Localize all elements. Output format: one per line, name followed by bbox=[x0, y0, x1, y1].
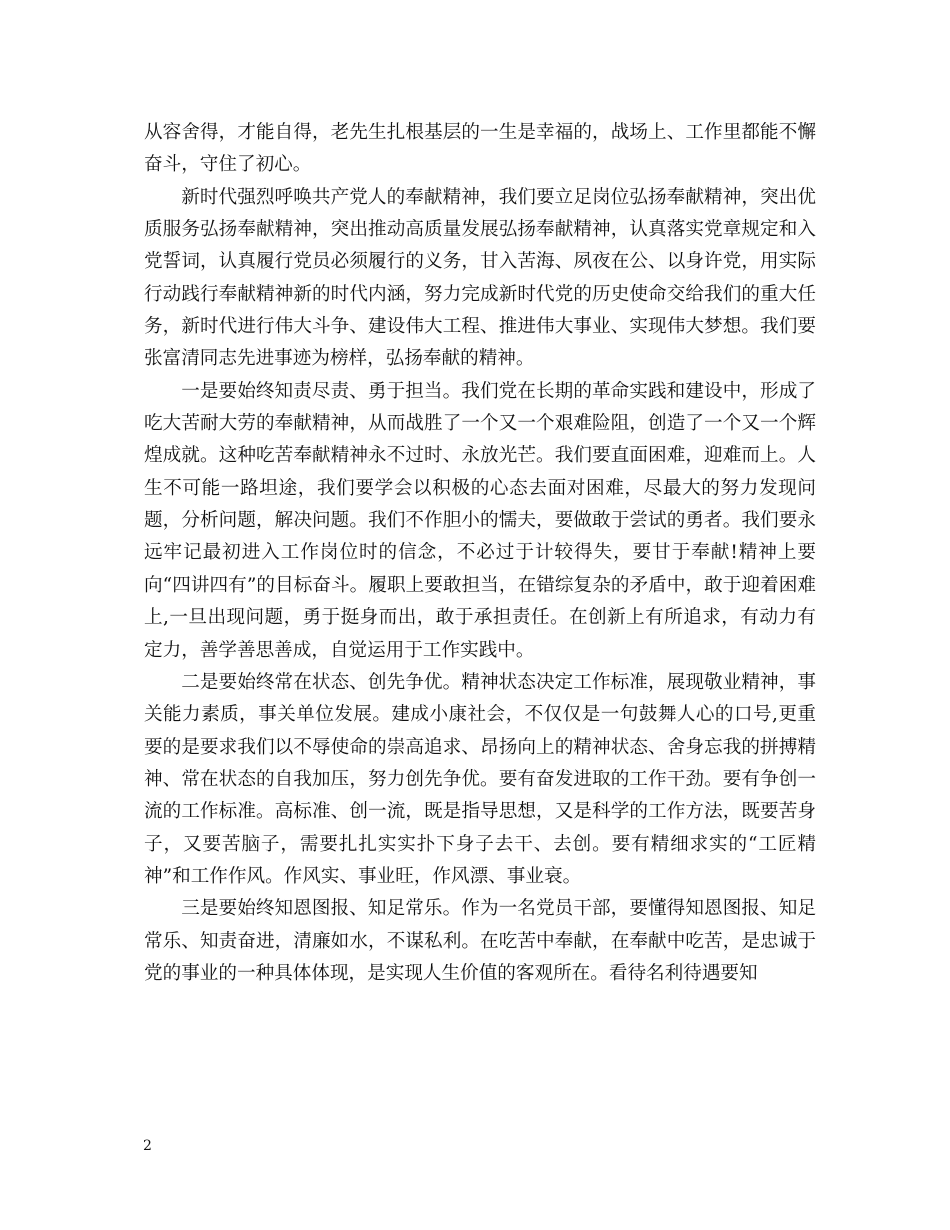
paragraph-point-three: 三是要始终知恩图报、知足常乐。作为一名党员干部，要懂得知恩图报、知足常乐、知责奋进，清廉如水，不谋私利。在吃苦中奉献，在奉献中吃苦，是忠诚于党的事业的一种具体体现，是实现人生价值的客观所在。看待名利待遇要知 bbox=[144, 898, 816, 984]
page-number: 2 bbox=[143, 1138, 152, 1154]
paragraph-continuation: 从容舍得，才能自得，老先生扎根基层的一生是幸福的，战场上、工作里都能不懈奋斗，守住了初心。 bbox=[144, 122, 816, 176]
paragraph-dedication-spirit: 新时代强烈呼唤共产党人的奉献精神，我们要立足岗位弘扬奉献精神，突出优质服务弘扬奉献精神，突出推动高质量发展弘扬奉献精神，认真落实党章规定和入党誓词，认真履行党员必须履行的义务，甘入苦海、夙夜在公、以身许党，用实际行动践行奉献精神新的时代内涵，努力完成新时代党的历史使命交给我们的重大任务，新时代进行伟大斗争、建设伟大工程、推进伟大事业、实现伟大梦想。我们要张富清同志先进事迹为榜样，弘扬奉献的精神。 bbox=[144, 186, 816, 370]
paragraph-point-one: 一是要始终知责尽责、勇于担当。我们党在长期的革命实践和建设中，形成了吃大苦耐大劳的奉献精神，从而战胜了一个又一个艰难险阻，创造了一个又一个辉煌成就。这种吃苦奉献精神永不过时、永放光芒。我们要直面困难，迎难而上。人生不可能一路坦途，我们要学会以积极的心态去面对困难，尽最大的努力发现问题，分析问题，解决问题。我们不作胆小的懦夫，要做敢于尝试的勇者。我们要永远牢记最初进入工作岗位时的信念，不必过于计较得失，要甘于奉献!精神上要向“四讲四有”的目标奋斗。履职上要敢担当，在错综复杂的矛盾中，敢于迎着困难上,一旦出现问题，勇于挺身而出，敢于承担责任。在创新上有所追求，有动力有定力，善学善思善成，自觉运用于工作实践中。 bbox=[144, 380, 816, 661]
paragraph-point-two: 二是要始终常在状态、创先争优。精神状态决定工作标准，展现敬业精神，事关能力素质，事关单位发展。建成小康社会，不仅仅是一句鼓舞人心的口号,更重要的是要求我们以不辱使命的崇高追求、昂扬向上的精神状态、舍身忘我的拼搏精神、常在状态的自我加压，努力创先争优。要有奋发进取的工作干劲。要有争创一流的工作标准。高标准、创一流，既是指导思想，又是科学的工作方法，既要苦身子，又要苦脑子，需要扎扎实实扑下身子去干、去创。要有精细求实的“工匠精神”和工作作风。作风实、事业旺，作风漂、事业衰。 bbox=[144, 671, 816, 887]
document-body bbox=[144, 117, 816, 990]
